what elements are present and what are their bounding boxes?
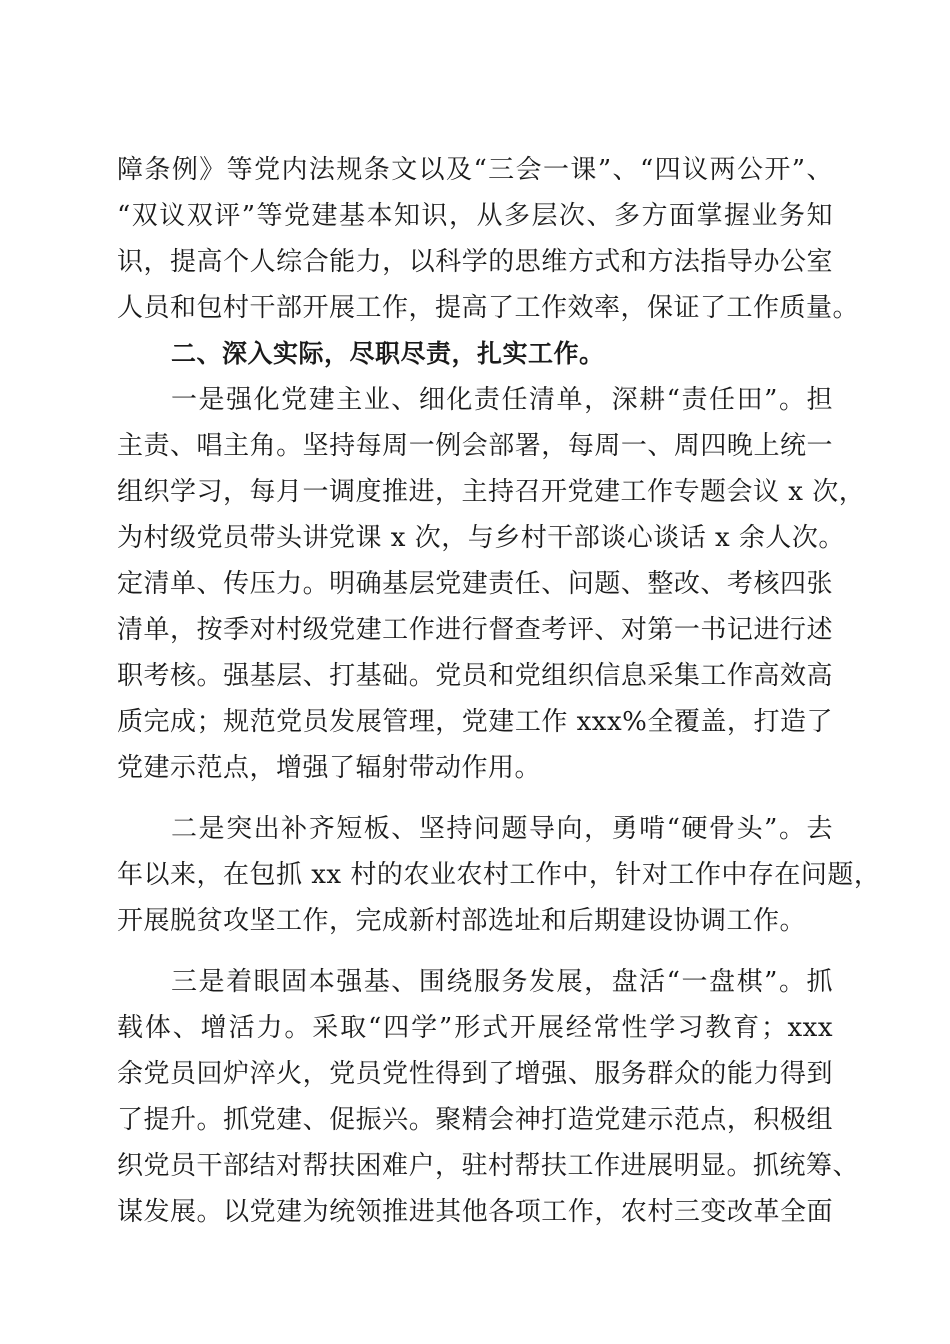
text-line: 织党员干部结对帮扶困难户，驻村帮扶工作进展明显。抓统筹、	[117, 1151, 860, 1181]
text-line: 党建示范点，增强了辐射带动作用。	[117, 753, 542, 783]
text-line: 识，提高个人综合能力，以科学的思维方式和方法指导办公室	[117, 247, 833, 277]
paragraph-continuation	[117, 147, 860, 331]
text-line: 二是突出补齐短板、坚持问题导向，勇啃“硬骨头”。去	[171, 814, 833, 844]
section-heading-text: 二、深入实际，尽职尽责，扎实工作。	[171, 339, 605, 368]
text-line: 为村级党员带头讲党课 x 次，与乡村干部谈心谈话 x 余人次。	[117, 523, 845, 553]
text-line: 清单，按季对村级党建工作进行督查考评、对第一书记进行述	[117, 615, 833, 645]
text-line: 余党员回炉淬火，党员党性得到了增强、服务群众的能力得到	[117, 1059, 833, 1089]
text-line: 障条例》等党内法规条文以及“三会一课”、“四议两公开”、	[117, 155, 833, 185]
text-line: 谋发展。以党建为统领推进其他各项工作，农村三变改革全面	[117, 1197, 833, 1227]
text-line: 年以来，在包抓 xx 村的农业农村工作中，针对工作中存在问题，	[117, 860, 881, 890]
text-line: 开展脱贫攻坚工作，完成新村部选址和后期建设协调工作。	[117, 906, 807, 936]
document-body	[117, 147, 881, 1235]
text-line: 人员和包村干部开展工作，提高了工作效率，保证了工作质量。	[117, 293, 860, 323]
text-line: 三是着眼固本强基、围绕服务发展，盘活“一盘棋”。抓	[171, 967, 833, 997]
paragraph-1	[117, 377, 866, 791]
text-line: 了提升。抓党建、促振兴。聚精会神打造党建示范点，积极组	[117, 1105, 833, 1135]
paragraph-3	[117, 959, 860, 1235]
text-line: “双议双评”等党建基本知识，从多层次、多方面掌握业务知	[117, 201, 833, 231]
paragraph-2	[117, 806, 881, 944]
text-line: 质完成；规范党员发展管理，党建工作 xxx%全覆盖，打造了	[117, 707, 833, 737]
text-line: 载体、增活力。采取“四学”形式开展经常性学习教育；xxx	[117, 1013, 833, 1043]
text-line: 组织学习，每月一调度推进，主持召开党建工作专题会议 x 次，	[117, 477, 866, 507]
text-line: 主责、唱主角。坚持每周一例会部署，每周一、周四晚上统一	[117, 431, 833, 461]
text-line: 职考核。强基层、打基础。党员和党组织信息采集工作高效高	[117, 661, 833, 691]
text-line: 一是强化党建主业、细化责任清单，深耕“责任田”。担	[171, 385, 833, 415]
text-line: 定清单、传压力。明确基层党建责任、问题、整改、考核四张	[117, 569, 833, 599]
section-heading	[117, 331, 833, 377]
